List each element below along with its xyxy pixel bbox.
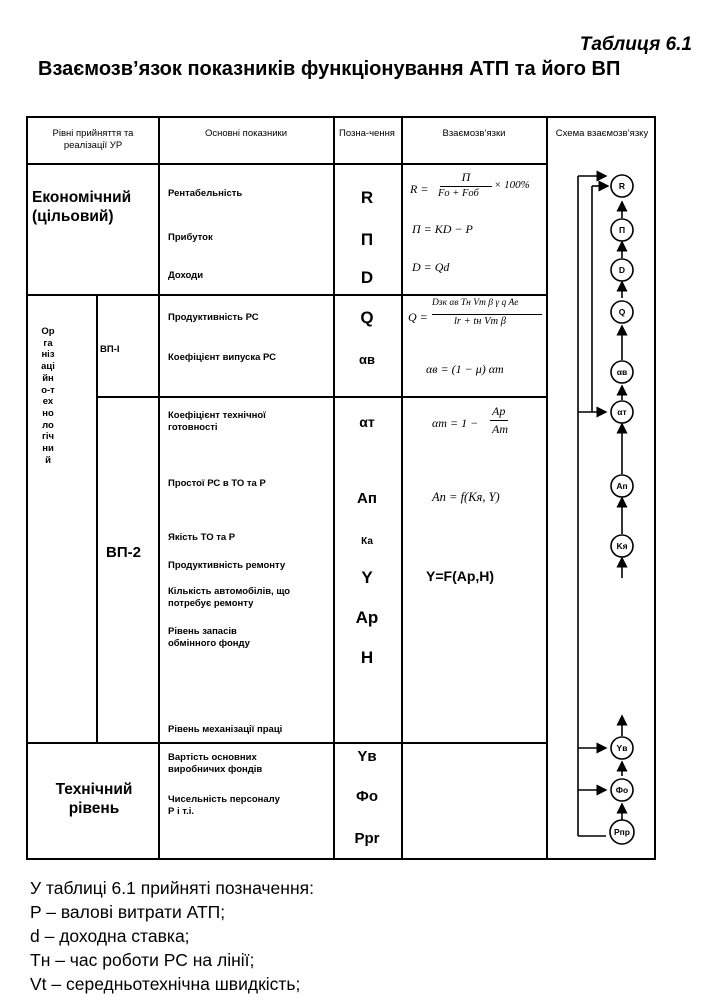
level-economic: Економічний (цільовий): [32, 189, 132, 225]
note-line: У таблиці 6.1 прийняті позначення:: [30, 878, 314, 898]
page-title: Взаємозв’язок показників функціонування АТП та його ВП: [38, 58, 621, 80]
note-line: Tн – час роботи РС на лінії;: [30, 950, 255, 970]
relation-R-tail: × 100%: [494, 179, 530, 191]
indicator-tech-readiness: Коефіцієнт технічної готовності: [168, 410, 266, 433]
symbol-D: D: [360, 268, 374, 287]
header-scheme: Схема взаємозв’язку: [555, 128, 649, 139]
scheme-node-A-p: [611, 475, 633, 497]
note-line: P – валові витрати АТП;: [30, 902, 226, 922]
indicator-downtime: Простої РС в ТО та Р: [168, 478, 266, 489]
symbol-Y: Y: [361, 568, 373, 587]
subdivision-vp1: ВП-І: [100, 344, 120, 355]
scheme-node-Y-v-label: Yв: [616, 743, 628, 753]
header-relations: Взаємозв’язки: [442, 128, 506, 139]
relation-Q-den: lr + tн Vт β: [454, 316, 506, 327]
indicator-fund-level: Рівень запасів обмінного фонду: [168, 626, 250, 649]
note-line: Vt – середньотехнічна швидкість;: [30, 974, 301, 994]
relation-alpha-t-den: Aт: [492, 422, 508, 436]
indicator-fixed-assets: Вартість основних виробничих фондів: [168, 752, 263, 775]
indicator-cars-needing-repair: Кількість автомобілів, що потребує ремонту: [168, 586, 291, 609]
scheme-node-Ppr: [610, 820, 634, 844]
scheme-node-K-ya-label: Kя: [616, 541, 628, 551]
note-line: d – доходна ставка;: [30, 926, 190, 946]
scheme-node-Q-label: Q: [618, 307, 626, 317]
subdivision-vp2: ВП-2: [106, 544, 141, 561]
relation-alpha-t-num: Aр: [492, 404, 506, 418]
indicator-release-coef: Коефіцієнт випуска РС: [168, 352, 276, 363]
relation-R-lhs: R =: [410, 182, 429, 196]
relation-Q-num: Dзк αв Tн Vт β γ q Ae: [432, 298, 519, 308]
header-symbols: Позна-чення: [339, 128, 395, 139]
scheme-node-Ppr-label: Pпр: [614, 827, 630, 837]
scheme-node-F-o-label: Фо: [615, 785, 629, 795]
header-indicators: Основні показники: [204, 128, 288, 139]
indicator-profitability: Рентабельність: [168, 188, 243, 199]
scheme-node-alpha-t: [611, 401, 633, 423]
indicator-repair-productivity: Продуктивність ремонту: [168, 560, 286, 571]
header-levels: Рівні прийняття та реалізації УР: [52, 128, 134, 151]
table-caption: Таблиця 6.1: [579, 34, 692, 55]
indicator-mechanization: Рівень механізації праці: [168, 724, 283, 735]
symbol-alpha-v: αв: [359, 352, 375, 367]
scheme-node-Y-v: [611, 737, 633, 759]
symbol-Ppr: Ppr: [354, 830, 380, 847]
scheme-node-R-label: R: [618, 181, 626, 191]
level-technical: Технічний рівень: [55, 781, 133, 817]
relation-A-p: Aп = f(Kя, Y): [432, 490, 500, 504]
symbol-alpha-t: αт: [359, 414, 375, 430]
notation-notes: [30, 876, 314, 996]
scheme-node-P: [611, 219, 633, 241]
indicator-productivity-rs: Продуктивність РС: [168, 312, 259, 323]
indicator-staff: Чисельність персоналу Р і т.і.: [168, 794, 280, 817]
scheme-node-D-label: D: [618, 265, 626, 275]
symbol-Q: Q: [360, 308, 374, 327]
relation-R-den: Fо + Fоб: [438, 188, 479, 199]
indicator-income: Доходи: [168, 270, 204, 281]
symbol-Y-v: Yв: [357, 748, 377, 765]
symbol-A-p: Ап: [357, 490, 377, 507]
scheme-node-alpha-v-label: αв: [616, 367, 628, 377]
indicator-profit: Прибуток: [168, 232, 213, 243]
symbol-P: П: [360, 230, 374, 249]
scheme-node-Q: [611, 301, 633, 323]
scheme-node-alpha-v: [611, 361, 633, 383]
level-organizational: Організаційно-технологічний: [41, 326, 55, 466]
scheme-node-P-label: П: [618, 225, 626, 235]
relation-D: D = Qd: [412, 260, 450, 274]
scheme-node-R: [611, 175, 633, 197]
relation-alpha-t-lhs: αт = 1 −: [432, 416, 479, 430]
scheme-node-F-o: [611, 779, 633, 801]
symbol-K-ya: Ка: [361, 536, 373, 547]
symbol-R: R: [360, 188, 374, 207]
relation-P: П = KD − P: [412, 222, 473, 236]
scheme-node-alpha-t-label: αт: [617, 407, 627, 417]
scheme-node-D: [611, 259, 633, 281]
scheme-node-A-p-label: Aп: [616, 481, 628, 491]
symbol-F-o: Фо: [356, 788, 378, 805]
scheme-node-K-ya: [611, 535, 633, 557]
relation-R-num: П: [461, 170, 471, 184]
symbol-Ap: Ap: [355, 608, 379, 627]
symbol-H: H: [360, 648, 374, 667]
indicator-quality: Якість ТО та Р: [168, 532, 236, 543]
relation-alpha-v: αв = (1 − μ) αт: [426, 362, 504, 376]
relation-Y: Y=F(Ap,H): [426, 568, 495, 584]
relation-Q-lhs: Q =: [408, 310, 428, 324]
